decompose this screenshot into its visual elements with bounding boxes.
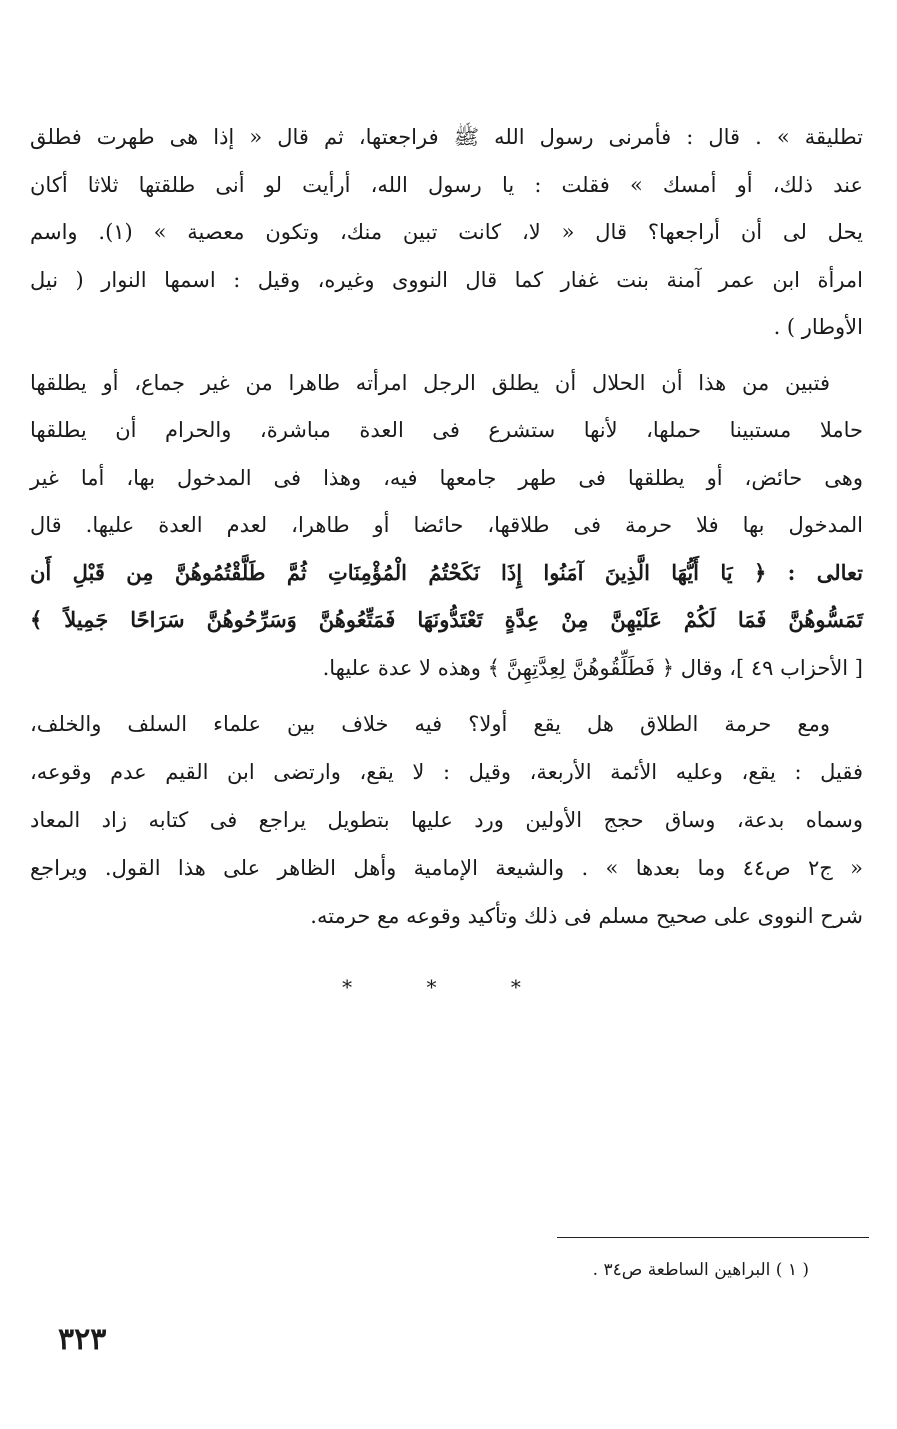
text-line: تطليقة » . قال : فأمرنى رسول الله ﷺ فراجعتها، ثم قال « إذا هى طهرت فطلق (30, 125, 863, 149)
text-line: عند ذلك، أو أمسك » فقلت : يا رسول الله، أرأيت لو أنى طلقتها ثلاثا أكان (30, 173, 863, 197)
text-line: يحل لى أن أراجعها؟ قال « لا، كانت تبين منك، وتكون معصية » (١). واسم (30, 220, 863, 244)
page-number: ٣٢٣ (58, 1322, 107, 1357)
section-separator: * * * (342, 975, 555, 999)
text-line: فقيل : يقع، وعليه الأئمة الأربعة، وقيل : لا يقع، وارتضى ابن القيم عدم وقوعه، (30, 760, 863, 784)
footnote-rule (557, 1237, 869, 1238)
text-line: فتبين من هذا أن الحلال أن يطلق الرجل امرأته طاهرا من غير جماع، أو يطلقها (30, 371, 830, 395)
text-line: حاملا مستبينا حملها، لأنها ستشرع فى العدة مباشرة، والحرام أن يطلقها (30, 418, 863, 442)
text-line: شرح النووى على صحيح مسلم فى ذلك وتأكيد وقوعه مع حرمته. (310, 904, 863, 928)
quran-verse-line: تَمَسُّوهُنَّ فَمَا لَكُمْ عَلَيْهِنَّ مِنْ عِدَّةٍ تَعْتَدُّونَهَا فَمَتِّعُوهُنَّ وَسَرِّحُوهُنَّ سَرَاحًا جَمِيلاً ﴾ (30, 607, 863, 632)
text-line: الأوطار ) . (773, 315, 863, 339)
text-line: وهى حائض، أو يطلقها فى طهر جامعها فيه، وهذا فى المدخول بها، أما غير (30, 466, 863, 490)
text-line: [ الأحزاب ٤٩ ]، وقال ﴿ فَطَلِّقُوهُنَّ لِعِدَّتِهِنَّ ﴾ وهذه لا عدة عليها. (322, 656, 863, 680)
text-line: ومع حرمة الطلاق هل يقع أولا؟ فيه خلاف بين علماء السلف والخلف، (30, 712, 830, 736)
footnote: ( ١ ) البراهين الساطعة ص٣٤ . (592, 1260, 809, 1280)
text-line: المدخول بها فلا حرمة فى طلاقها، حائضا أو طاهرا، لعدم العدة عليها. قال (30, 513, 863, 537)
quran-verse-line: تعالى : ﴿ يَا أَيُّهَا الَّذِينَ آمَنُوا إِذَا نَكَحْتُمُ الْمُؤْمِنَاتِ ثُمَّ طَلَّقْتُمُوهُنَّ مِن قَبْلِ أَن (30, 560, 863, 585)
text-line: وسماه بدعة، وساق حجج الأولين ورد عليها بتطويل يراجع فى كتابه زاد المعاد (30, 808, 863, 832)
text-line: « ج٢ ص٤٤ وما بعدها » . والشيعة الإمامية وأهل الظاهر على هذا القول. ويراجع (30, 856, 863, 880)
text-line: امرأة ابن عمر آمنة بنت غفار كما قال النووى وغيره، وقيل : اسمها النوار ( نيل (30, 268, 863, 292)
